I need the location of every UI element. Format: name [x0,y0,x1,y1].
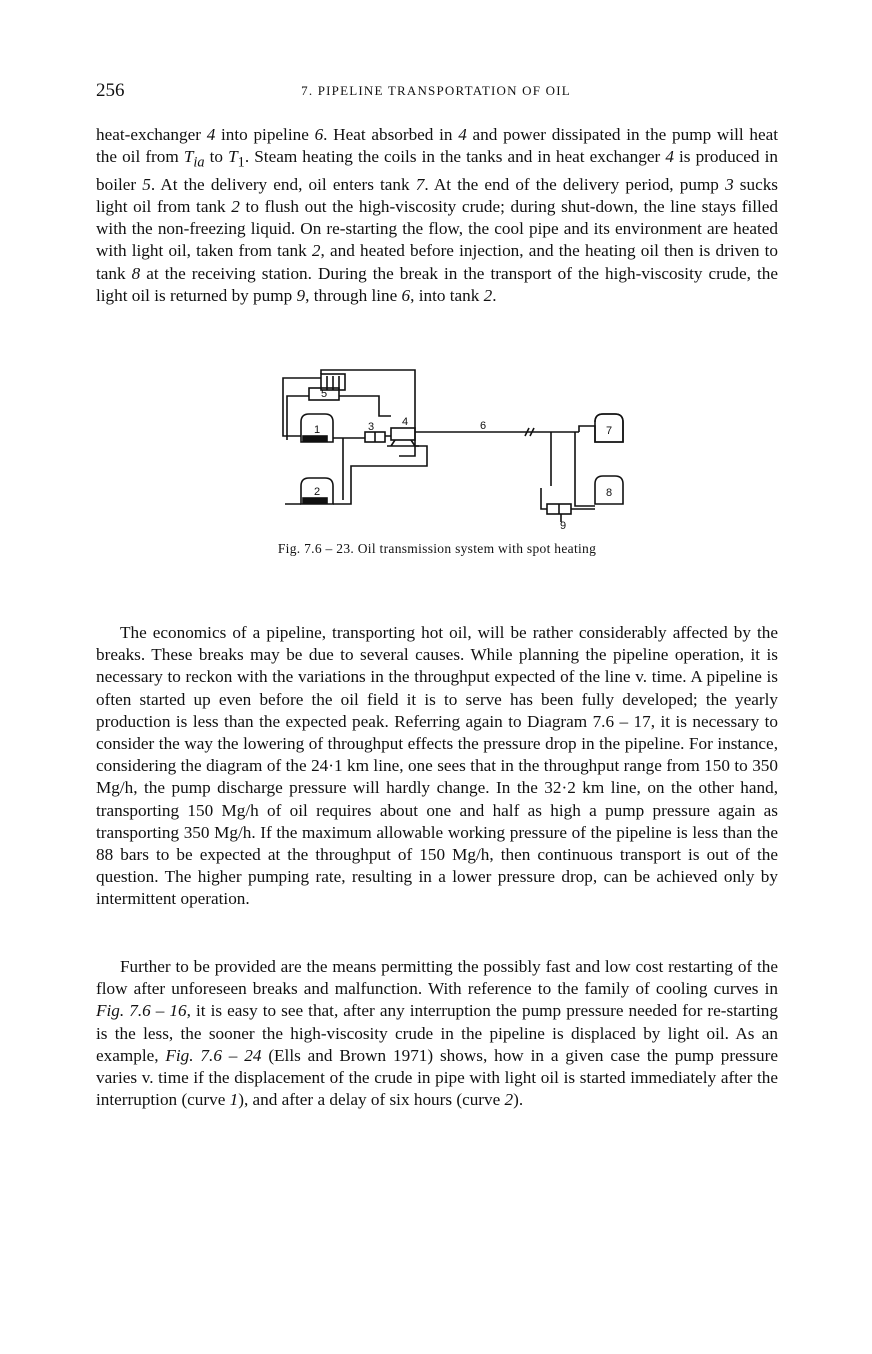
symbol-subscript: 1 [237,154,245,171]
text-span: at the receiving station. During the break in the transport of the high-viscosity crude, the light oil is returned by pump [96,263,779,305]
oil-transmission-diagram [279,366,629,536]
main-flow-line [333,432,459,438]
symbol-t: T [183,147,194,167]
text-span: , and heated before injection, and the heating oil then is driven to tank [96,241,779,283]
curve-number: 2 [504,1090,514,1110]
text-span: into pipeline [215,125,315,144]
text-span: . At the delivery end, oil enters tank [150,174,416,194]
text-span: . Heat absorbed in [323,125,459,144]
page-number: 256 [96,80,125,101]
ref-number: 4 [665,147,674,167]
text-span: to [204,147,229,167]
text-span: Further to be provided are the means permitting the possibly fast and low cost restarting of the flow after unforeseen breaks and malfunction. With reference to the family of cooling curves in [96,957,778,999]
paragraph-3 [96,956,778,1111]
label-6: 6 [479,420,487,432]
text-span: heat-exchanger [96,125,207,144]
tank-7-inlet [579,414,623,442]
ref-number: 2 [483,285,493,305]
text-span: is produced in boiler [96,147,778,194]
ref-number: 3 [725,174,734,194]
ref-number: 9 [296,285,306,305]
label-4: 4 [401,416,409,428]
curve-number: 1 [229,1090,239,1110]
page-header [96,80,776,102]
ref-number: 5 [142,174,151,194]
label-8: 8 [605,487,613,499]
exchanger-4-shape [391,428,415,440]
steam-loop-line [321,370,415,456]
text-span: sucks light oil from tank [96,174,778,217]
text-span: , through line [305,285,402,305]
text-span: . Steam heating the coils in the tanks and in heat exchanger [244,147,666,167]
label-7: 7 [605,425,613,437]
pump-9-lines [541,488,595,522]
ref-number: 6 [314,125,324,144]
figure-caption: Fig. 7.6 – 23. Oil transmission system with spot heating [277,541,597,556]
steam-line-exchanger [339,396,391,416]
text-span: to flush out the high-viscosity crude; during shut-down, the line stays filled with the non-freezing liquid. On re-starting the flow, the cool pipe and its environment are heated with light oil, taken from tank [96,197,778,261]
text-span: (Ells and Brown 1971) shows, how in a given case the pump pressure varies v. time if the displacement of the crude in pipe with light oil is started immediately after the interruption (curve [96,1045,779,1110]
receiving-station-lines [551,432,595,506]
ref-number: 6 [401,285,411,305]
diagram-svg [279,366,629,536]
running-title: 7. PIPELINE TRANSPORTATION OF OIL [301,83,571,98]
label-9: 9 [559,520,567,532]
ref-number: 8 [131,263,141,283]
label-5: 5 [320,388,328,400]
text-span: ). [513,1090,524,1110]
label-2: 2 [313,486,321,498]
text-span: , into tank [410,285,484,305]
paragraph-1 [96,124,778,307]
steam-return-line [287,396,309,440]
ref-number: 2 [231,197,240,217]
paragraph-2: The economics of a pipeline, transporting hot oil, will be rather considerably affected by the breaks. These breaks may be due to several causes. While planning the pipeline operation, it is necessary to reckon with the variations in the throughput expected of the line v. time. A pipeline is often started up even before the oil field it is to serve has been fully developed; the yearly production is less than the expected peak. Referring again to Diagram 7.6 – 17, it is necessary to consider the way the lowering of throughput effects the pressure drop in the pipeline. For instance, considering the diagram of the 24·1 km line, one sees that in the throughput range from 150 to 350 Mg/h, the pump discharge pressure will hardly change. In the 32·2 km line, on the other hand, transporting 150 Mg/h of oil requires about one and half as high a pump pressure again as transporting 350 Mg/h. If the maximum allowable working pressure of the pipeline is less than the 88 bars to be expected at the throughput of 150 Mg/h, then continuous transport is out of the question. The higher pumping rate, resulting in a lower pressure drop, can be achieved only by intermittent operation. [96,623,778,909]
figure-reference: Fig. 7.6 – 24 [165,1045,262,1065]
text-span: ), and after a delay of six hours (curve [238,1090,505,1110]
tank-2-coil [303,498,327,503]
ref-number: 7 [415,174,425,194]
ref-number: 2 [311,241,321,261]
text-span: . At the end of the delivery period, pump [424,174,726,194]
text-span: . [492,285,497,305]
label-1: 1 [313,424,321,436]
symbol-t: T [228,147,238,167]
figure-reference: Fig. 7.6 – 16 [96,1001,187,1021]
text-span: , it is easy to see that, after any interruption the pump pressure needed for re-starting is the less, the sooner the high-viscosity crude in the pipeline is displaced by light oil. As an example, [96,1001,778,1065]
text-span: and power dissipated in the pump will heat the oil from [96,125,778,167]
label-3: 3 [367,421,375,433]
ref-number: 4 [206,125,216,144]
tank-1-coil [303,436,327,441]
ref-number: 4 [458,125,467,144]
symbol-subscript: ia [193,154,205,171]
